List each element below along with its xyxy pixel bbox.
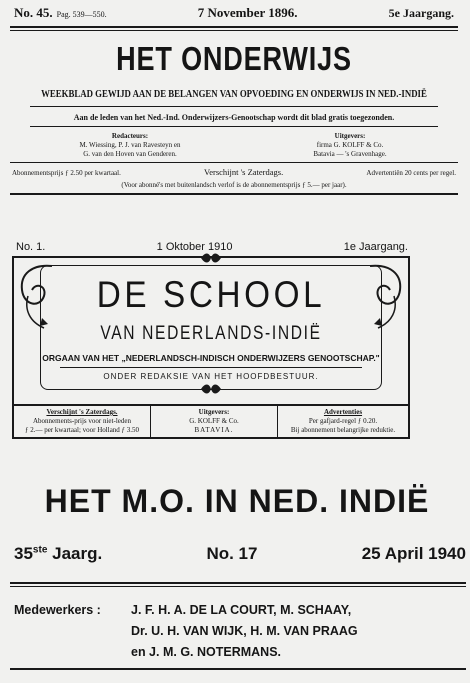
cell-line: ƒ 2.— per kwartaal; voor Holland ƒ 3.50 — [24, 426, 140, 434]
masthead2-subtitle: VAN NEDERLANDS-INDIË — [100, 323, 322, 344]
rule — [30, 126, 438, 127]
volume-year: 35ste Jaarg. — [14, 544, 103, 563]
publisher-line: Batavia — 's Gravenhage. — [313, 150, 387, 158]
advertisements-cell — [278, 406, 408, 439]
cell-line: Abonnements-prijs voor niet-leden — [33, 417, 131, 425]
contributors-line: Dr. U. H. VAN WIJK, H. M. VAN PRAAG — [131, 624, 358, 638]
subscription-cell — [14, 406, 150, 439]
volume-year: 5e Jaargang. — [388, 6, 454, 20]
contributors-list — [131, 600, 358, 663]
rule — [10, 582, 466, 584]
rule — [30, 106, 438, 107]
masthead1-notice: Aan de leden van het Ned.-Ind. Onderwijzers-Genootschap wordt dit blad gratis toegezonden. — [73, 113, 395, 122]
volume-year: 1e Jaargang. — [343, 241, 408, 253]
masthead3-infoline — [14, 544, 466, 564]
issue-date: 1 Oktober 1910 — [156, 241, 233, 253]
ornament-top-center-icon — [199, 251, 223, 265]
contributors-label: Medewerkers : — [14, 603, 101, 617]
issue-number: No. 45. Pag. 539—550. — [14, 5, 107, 20]
publisher-line: firma G. KOLFF & Co. — [316, 141, 384, 149]
editors-block — [20, 132, 240, 159]
cell-line: G. KOLFF & Co. — [189, 417, 239, 425]
cell-heading: Advertenties — [323, 408, 363, 416]
ornament-bottom-center-icon — [199, 382, 223, 396]
masthead2-organ: ORGAAN VAN HET „NEDERLANDSCH-INDISCH ONDERWIJZERS GENOOTSCHAP." — [42, 353, 380, 363]
cell-heading: Uitgevers: — [198, 408, 230, 416]
publisher-cell — [151, 406, 277, 439]
editors-line: G. van den Hoven van Genderen. — [83, 150, 177, 158]
masthead2-editorial: ONDER REDAKSIE VAN HET HOOFDBESTUUR. — [103, 372, 319, 381]
masthead2-title: DE SCHOOL — [96, 274, 326, 315]
masthead1-topline — [14, 5, 454, 21]
leave-note: (Voor abonné's met buitenlandsch verlof is de abonnementsprijs ƒ 5.— per jaar). — [121, 181, 347, 189]
subscription-price: Abonnementsprijs ƒ 2.50 per kwartaal. — [12, 169, 121, 177]
cell-line: BATAVIA. — [194, 426, 234, 434]
issue-number: No. 1. — [16, 241, 46, 253]
publisher-heading: Uitgevers: — [334, 132, 366, 140]
masthead1-subtitle: WEEKBLAD GEWIJD AAN DE BELANGEN VAN OPVOEDING EN ONDERWIJS IN NED.-INDIË — [41, 89, 427, 100]
editors-heading: Redacteurs: — [111, 132, 149, 140]
rule — [10, 30, 458, 31]
cell-heading: Verschijnt 's Zaterdags. — [46, 408, 118, 416]
rule — [10, 162, 458, 163]
masthead1-terms — [12, 167, 456, 177]
appearance-day: Verschijnt 's Zaterdags. — [204, 167, 284, 177]
cell-line: Bij abonnement belangrijke reduktie. — [290, 426, 396, 434]
rule — [10, 668, 466, 670]
rule — [10, 193, 458, 195]
publisher-block — [250, 132, 450, 159]
page-range: Pag. 539—550. — [56, 10, 107, 19]
rule — [10, 26, 458, 28]
cell-line: Per gafjard-regel ƒ 0.20. — [308, 417, 378, 425]
issue-date: 25 April 1940 — [361, 544, 466, 563]
rule — [60, 367, 362, 368]
masthead1-title: HET ONDERWIJS — [116, 40, 352, 77]
issue-date: 7 November 1896. — [197, 5, 298, 20]
issue-number: No. 17 — [206, 544, 258, 563]
contributors-line: J. F. H. A. DE LA COURT, M. SCHAAY, — [131, 603, 352, 617]
ad-rate: Advertentiën 20 cents per regel. — [366, 169, 456, 177]
masthead3-title: HET M.O. IN NED. INDIË — [44, 483, 430, 519]
contributors-line: en J. M. G. NOTERMANS. — [131, 645, 282, 659]
rule — [10, 586, 466, 587]
editors-line: M. Wiessing, P. J. van Ravesteyn en — [79, 141, 181, 149]
